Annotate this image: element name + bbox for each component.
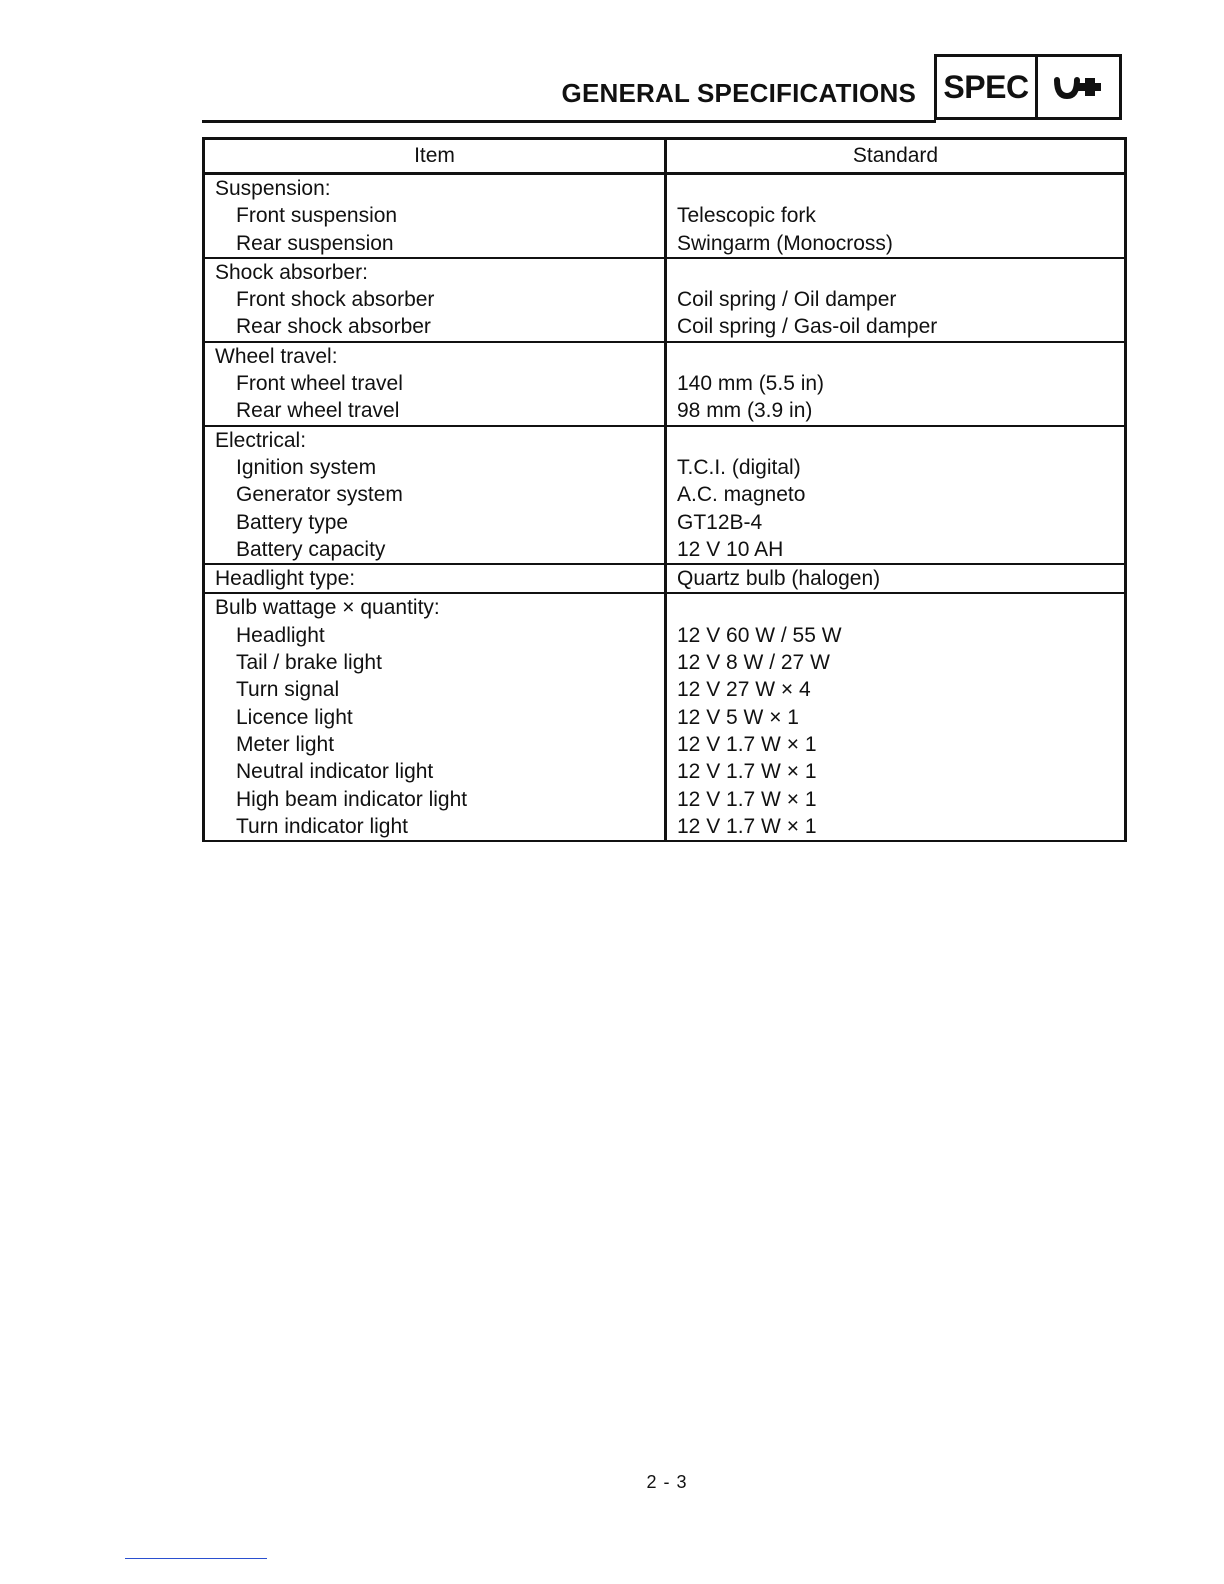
page-number: 2 - 3 xyxy=(646,1472,688,1492)
spec-item-value: 12 V 60 W / 55 W xyxy=(677,623,842,647)
table-header-row xyxy=(204,139,1126,174)
wrench-icon xyxy=(1051,72,1107,102)
spec-item-value: 12 V 1.7 W × 1 xyxy=(677,732,817,756)
footer-rule xyxy=(125,1558,267,1559)
category-value xyxy=(667,175,1124,202)
item-cell xyxy=(204,342,666,426)
spec-item-value: 12 V 1.7 W × 1 xyxy=(677,760,817,784)
standard-cell xyxy=(666,174,1126,258)
spec-item-label: Front shock absorber xyxy=(236,288,435,312)
table-row xyxy=(204,426,1126,564)
spec-item-value: Telescopic fork xyxy=(677,204,816,228)
spec-item-value: 12 V 8 W / 27 W xyxy=(677,651,830,675)
category-label: Bulb wattage × quantity: xyxy=(215,596,440,620)
spec-item-value: 12 V 10 AH xyxy=(677,537,784,561)
spec-item-label: Headlight xyxy=(236,623,325,647)
category-label: Headlight type: xyxy=(215,567,356,591)
standard-cell xyxy=(666,342,1126,426)
category-value xyxy=(667,259,1124,286)
spec-item-value: 12 V 1.7 W × 1 xyxy=(677,814,817,838)
spec-item-label: Ignition system xyxy=(236,455,377,479)
spec-item-value: Swingarm (Monocross) xyxy=(677,231,893,255)
category-value: Quartz bulb (halogen) xyxy=(677,567,881,591)
item-cell xyxy=(204,258,666,342)
table-row xyxy=(204,564,1126,593)
spec-item-label: Neutral indicator light xyxy=(236,760,434,784)
table-row xyxy=(204,342,1126,426)
page-title: GENERAL SPECIFICATIONS xyxy=(561,78,916,108)
category-value xyxy=(667,343,1124,370)
spec-item-value: GT12B-4 xyxy=(677,510,763,534)
spec-item-value: T.C.I. (digital) xyxy=(677,455,801,479)
spec-badge-icon-cell xyxy=(1038,57,1119,117)
column-header-item: Item xyxy=(204,139,666,174)
spec-item-value: 12 V 5 W × 1 xyxy=(677,705,799,729)
spec-item-label: Rear suspension xyxy=(236,231,394,255)
header-rule xyxy=(202,120,936,123)
spec-item-label: Turn indicator light xyxy=(236,814,408,838)
spec-item-label: Turn signal xyxy=(236,678,340,702)
spec-item-value: 12 V 27 W × 4 xyxy=(677,678,811,702)
item-cell xyxy=(204,174,666,258)
spec-item-value: A.C. magneto xyxy=(677,483,806,507)
spec-item-label: Tail / brake light xyxy=(236,651,382,675)
spec-item-label: Battery type xyxy=(236,510,349,534)
spec-item-value: Coil spring / Oil damper xyxy=(677,288,897,312)
standard-cell xyxy=(666,564,1126,593)
category-label: Suspension: xyxy=(215,177,331,200)
spec-badge xyxy=(934,54,1122,120)
spec-item-value: 98 mm (3.9 in) xyxy=(677,399,813,423)
category-value xyxy=(667,427,1124,454)
table-row xyxy=(204,258,1126,342)
spec-item-value: Coil spring / Gas-oil damper xyxy=(677,315,938,339)
spec-item-value: 140 mm (5.5 in) xyxy=(677,372,825,396)
category-label: Wheel travel: xyxy=(215,344,338,368)
item-cell xyxy=(204,564,666,593)
spec-item-label: Meter light xyxy=(236,732,335,756)
spec-item-label: High beam indicator light xyxy=(236,787,468,811)
spec-badge-label: SPEC xyxy=(937,57,1038,117)
table-row xyxy=(204,174,1126,258)
category-label: Electrical: xyxy=(215,428,307,452)
spec-item-label: Generator system xyxy=(236,483,403,507)
item-cell xyxy=(204,426,666,564)
standard-cell xyxy=(666,426,1126,564)
spec-item-label: Rear shock absorber xyxy=(236,315,431,339)
table-body xyxy=(204,174,1126,842)
category-label: Shock absorber: xyxy=(215,260,368,284)
item-cell xyxy=(204,593,666,841)
spec-item-label: Rear wheel travel xyxy=(236,399,400,423)
spec-table xyxy=(202,137,1127,842)
spec-item-label: Battery capacity xyxy=(236,537,386,561)
spec-item-label: Front suspension xyxy=(236,204,398,228)
table-row xyxy=(204,593,1126,841)
standard-cell xyxy=(666,593,1126,841)
spec-item-label: Licence light xyxy=(236,705,353,729)
standard-cell xyxy=(666,258,1126,342)
spec-item-label: Front wheel travel xyxy=(236,372,403,396)
column-header-standard: Standard xyxy=(666,139,1126,174)
spec-item-value: 12 V 1.7 W × 1 xyxy=(677,787,817,811)
category-value xyxy=(667,594,1124,621)
